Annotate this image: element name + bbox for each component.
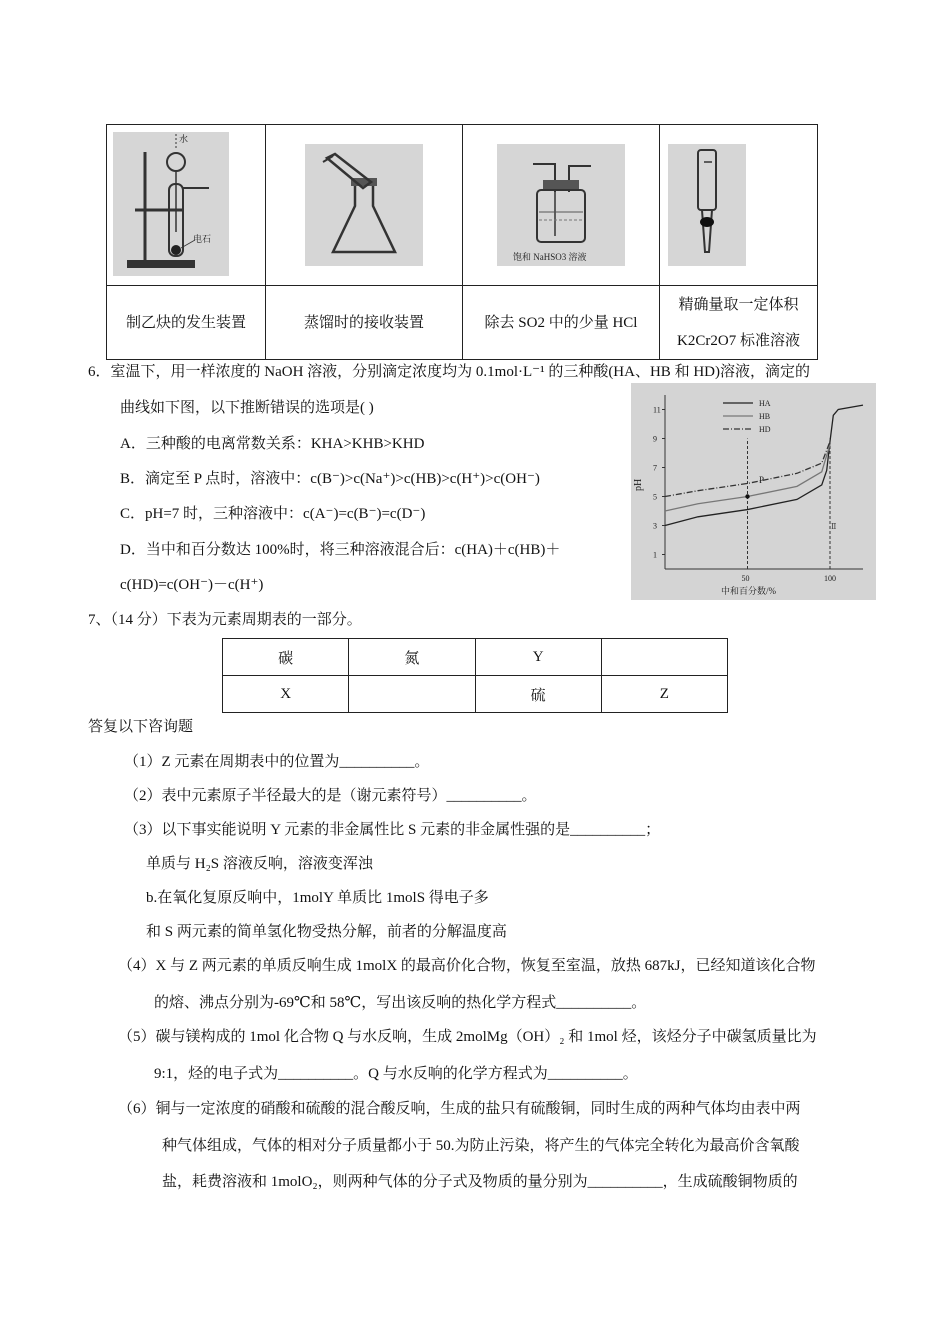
q6-stem-line2: 曲线如下图，以下推断错误的选项是( ) — [120, 400, 374, 416]
apparatus-cell-receiver — [266, 125, 463, 286]
p-point-marker — [745, 494, 749, 498]
q7-intro: 答复以下咨询题 — [88, 719, 194, 735]
burette-figure — [668, 144, 746, 266]
q7-sub4-line1: （4）X 与 Z 两元素的单质反响生成 1molX 的最高价化合物，恢复至室温，放热 687kJ，已经知道该化合物 — [118, 958, 816, 974]
legend-label: HB — [759, 412, 771, 421]
y-tick-label: 11 — [653, 405, 661, 415]
q7-sub5-line1: （5）碳与镁构成的 1mol 化合物 Q 与水反响，生成 2molMg（OH）₂ 和 1mol 烃，该烃分子中碳氢质量比为 — [118, 1029, 817, 1045]
series-curve-ha — [665, 405, 863, 525]
y-tick-label: 1 — [653, 550, 657, 560]
q7-sub2: （2）表中元素原子半径最大的是（谢元素符号）__________。 — [124, 788, 537, 804]
x-tick-label: 100 — [824, 574, 836, 583]
caption-so2-hcl — [463, 286, 660, 360]
gas-washing-bottle-figure — [497, 144, 625, 266]
element-cell — [349, 676, 475, 713]
receiver-flask-figure — [305, 144, 423, 266]
q7-sub3-option-c: 和 S 两元素的简单氢化物受热分解，前者的分解温度高 — [146, 924, 507, 940]
titration-chart-svg — [631, 383, 876, 600]
q6-option-d-line2: c(HD)=c(OH⁻)－c(H⁺) — [120, 577, 264, 593]
q6-option-d-line1: D．当中和百分数达 100%时，将三种溶液混合后：c(HA)＋c(HB)＋ — [120, 542, 561, 558]
q7-sub3-option-b: b.在氧化复原反响中，1molY 单质比 1molS 得电子多 — [146, 890, 489, 906]
y-tick-label: 3 — [653, 521, 657, 531]
caption-burette — [660, 286, 818, 360]
q6-option-a: A．三种酸的电离常数关系：KHA>KHB>KHD — [120, 436, 425, 452]
q7-sub3-option-a: 单质与 H₂S 溶液反响，溶液变浑浊 — [146, 856, 373, 872]
apparatus-cell-burette — [660, 125, 818, 286]
element-cell: X — [223, 676, 349, 713]
element-cell: Z — [601, 676, 727, 713]
nahso3-label: 饱和 NaHSO3 溶液 — [513, 252, 587, 262]
caption-so2-hcl-text: 除去 SO2 中的少量 HCl — [484, 314, 638, 331]
element-cell: 碳 — [223, 639, 349, 676]
element-cell: 硫 — [475, 676, 601, 713]
element-cell: Y — [475, 639, 601, 676]
periodic-table-fragment — [222, 638, 728, 713]
y-tick-label: 5 — [653, 492, 657, 502]
q7-sub4-line2: 的熔、沸点分别为-69℃和 58℃，写出该反响的热化学方程式__________。 — [154, 995, 647, 1011]
q7-sub6-line2: 种气体组成，气体的相对分子质量都小于 50.为防止污染，将产生的气体完全转化为最高价含氧酸 — [162, 1138, 800, 1154]
apparatus-cell-acetylene — [107, 125, 266, 286]
x-axis-label: 中和百分数/% — [721, 586, 776, 596]
y-tick-label: 9 — [653, 434, 657, 444]
q7-sub5-line2: 9:1，烃的电子式为__________。Q 与水反响的化学方程式为__________。 — [154, 1066, 638, 1082]
caption-acetylene: 制乙炔的发生装置 — [107, 286, 266, 360]
caption-receiver: 蒸馏时的接收装置 — [266, 286, 463, 360]
legend-label: HD — [759, 425, 771, 434]
caption-burette-line1: 精确量取一定体积 — [678, 296, 799, 313]
q7-sub6-line1: （6）铜与一定浓度的硝酸和硫酸的混合酸反响，生成的盐只有硫酸铜，同时生成的两种气体均由表中两 — [118, 1101, 801, 1117]
apparatus-cell-gas-washing — [463, 125, 660, 286]
q7-sub6-line3: 盐，耗费溶液和 1molO₂，则两种气体的分子式及物质的量分别为__________，生成硫酸铜物质的 — [162, 1174, 798, 1190]
q6-stem-line1: 6．室温下，用一样浓度的 NaOH 溶液，分别滴定浓度均为 0.1mol·L⁻¹ 的三种酸(HA、HB 和 HD)溶液，滴定的 — [88, 364, 810, 380]
y-tick-label: 7 — [653, 463, 657, 473]
element-cell: 氮 — [349, 639, 475, 676]
q6-option-c: C．pH=7 时，三种溶液中：c(A⁻)=c(B⁻)=c(D⁻) — [120, 506, 426, 522]
x-tick-label: 50 — [741, 574, 750, 583]
caption-burette-line2: K2Cr2O7 标准溶液 — [677, 332, 800, 349]
acetylene-generator-figure — [113, 132, 229, 276]
apparatus-table — [106, 124, 818, 360]
q7-sub3: （3）以下事实能说明 Y 元素的非金属性比 S 元素的非金属性强的是__________； — [124, 822, 661, 838]
calcium-carbide-label: 电石 — [193, 234, 212, 244]
titration-graph — [631, 383, 876, 600]
q6-option-b: B．滴定至 P 点时，溶液中：c(B⁻)>c(Na⁺)>c(HB)>c(H⁺)>c(OH⁻) — [120, 471, 540, 487]
q7-sub1: （1）Z 元素在周期表中的位置为__________。 — [124, 754, 430, 770]
element-cell — [601, 639, 727, 676]
water-label: 水 — [179, 134, 189, 144]
chart-side-mark: Ⅱ — [831, 522, 837, 531]
q7-title: 7、（14 分）下表为元素周期表的一部分。 — [88, 612, 362, 628]
legend-label: HA — [759, 399, 771, 408]
annotation-p: P — [759, 475, 765, 485]
y-axis-label: pH — [633, 478, 644, 491]
